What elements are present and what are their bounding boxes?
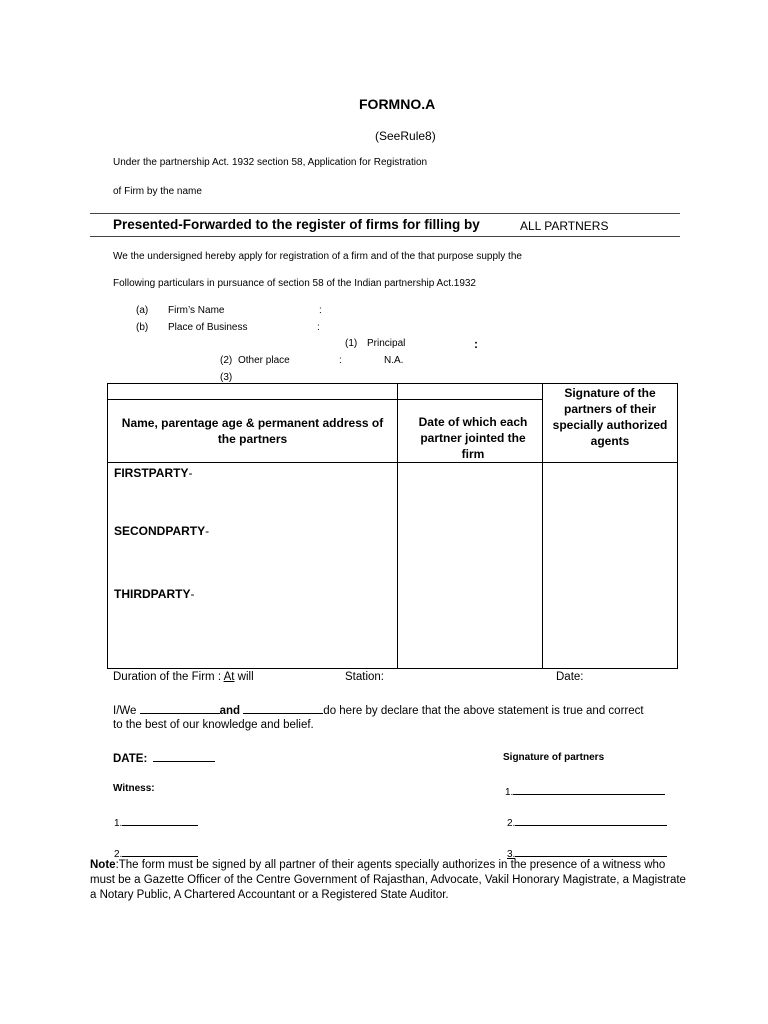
witness-number: 1. [114,818,123,829]
signature-of-partners-label: Signature of partners [503,752,605,763]
party-label: FIRSTPARTY [114,466,189,480]
party-label: SECONDPARTY [114,524,206,538]
signature-blank[interactable] [515,845,667,857]
party-label: THIRDPARTY [114,587,191,601]
other-place-value: N.A. [384,355,404,366]
witness-blank[interactable] [122,814,198,826]
table-cell [108,463,398,669]
signature-number: 3. [507,849,516,860]
duration-label: Duration of the Firm : [113,671,224,683]
party-suffix: - [190,587,195,601]
signature-blank[interactable] [513,783,665,795]
declaration-line-1 [113,702,644,717]
particular-a-marker: (a) [136,305,149,316]
other-place-number: (2) [220,355,233,366]
note-paragraph [90,858,690,903]
form-subtitle: (SeeRule8) [375,129,436,143]
partner-name-blank-2[interactable] [243,702,323,714]
duration-line [113,671,254,683]
witness-line-1 [114,814,198,829]
signature-number: 2. [507,818,516,829]
presented-label: Presented-Forwarded to the register of firms for filling by [113,217,480,232]
partner-name-blank-1[interactable] [140,702,220,714]
date-label: Date: [556,671,584,683]
party-suffix: - [188,466,193,480]
party-entry [114,587,391,601]
third-place-number: (3) [220,372,233,383]
table-cell [543,463,678,669]
form-title: FORMNO.A [359,96,436,112]
witness-number: 2. [114,849,123,860]
firm-name-colon: : [319,305,322,316]
firm-name-label: Firm’s Name [168,305,225,316]
table-cell [543,384,678,463]
intro-line-1: Under the partnership Act. 1932 section 58, Application for Registration [113,157,428,168]
station-label: Station: [345,671,384,683]
party-entry [114,466,391,524]
header-signature: Signature of the partners of their specially authorized agents [552,386,668,448]
table-spacer-row [108,384,678,400]
signature-blank[interactable] [515,814,667,826]
table-cell [108,400,398,463]
duration-value-underlined: At [223,671,235,683]
body-line-2: Following particulars in pursuance of section 58 of the Indian partnership Act.1932 [113,278,476,289]
note-text: :The form must be signed by all partner of their agents specially authorizes in the presence of a witness who must be a Gazette Officer of the Centre Government of Rajasthan, Advocate, Vakil Honorary Magistrate, a Magistrate a Notary Public, A Chartered Accountant or a Registered State Auditor. [90,859,686,901]
signature-number: 1. [505,787,514,798]
partners-table [107,383,678,669]
principal-label: Principal [367,338,406,349]
table-cell [398,400,543,463]
date-blank[interactable] [153,750,215,762]
signature-line-2 [507,814,667,829]
note-label: Note [90,859,116,871]
duration-value-rest: will [234,671,254,683]
place-of-business-colon: : [317,322,320,333]
principal-colon: : [474,337,478,351]
intro-line-2: of Firm by the name [113,186,202,197]
party-entry [114,524,391,587]
date-caps-line [113,750,215,765]
iwe-label: I/We [113,705,137,717]
table-cell [398,384,543,400]
other-place-label: Other place [238,355,290,366]
date-caps-label: DATE: [113,753,148,765]
witness-label: Witness: [113,783,155,794]
header-date-joined: Date of which each partner jointed the firm [418,415,528,461]
header-name-address: Name, parentage age & permanent address of the partners [121,416,384,446]
other-place-colon: : [339,355,342,366]
top-divider [90,213,680,214]
declaration-line-2: to the best of our knowledge and belief. [113,719,314,731]
bottom-divider [90,236,680,237]
table-cell [108,384,398,400]
signature-line-1 [505,783,665,798]
principal-number: (1) [345,338,358,349]
body-line-1: We the undersigned hereby apply for registration of a firm and of the that purpose supply the [113,251,522,262]
table-cell [398,463,543,669]
particular-b-marker: (b) [136,322,149,333]
party-suffix: - [205,524,210,538]
witness-blank[interactable] [122,845,198,857]
table-body-row [108,463,678,669]
presented-value: ALL PARTNERS [520,219,609,233]
place-of-business-label: Place of Business [168,322,248,333]
and-label: and [219,705,241,717]
declaration-tail: do here by declare that the above statement is true and correct [323,705,644,717]
